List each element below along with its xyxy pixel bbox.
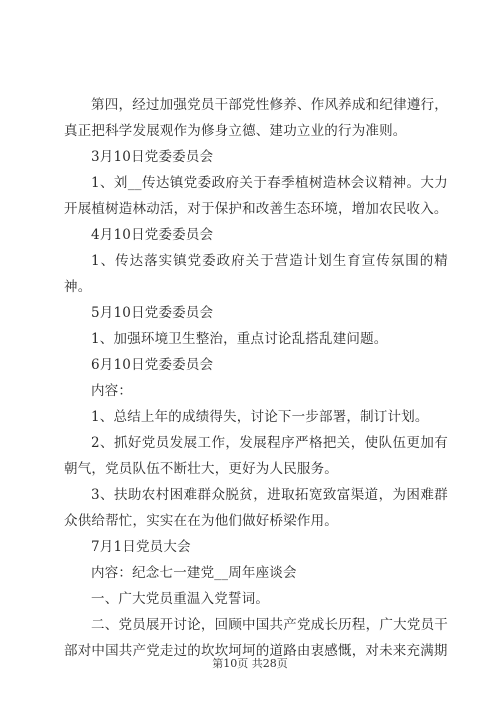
- paragraph: 3、扶助农村困难群众脱贫，进取拓宽致富渠道，为困难群众供给帮忙，实实在在为他们做好桥梁作用。: [64, 487, 448, 529]
- paragraph: 6月10日党委委员会: [91, 357, 214, 373]
- paragraph: 5月10日党委委员会: [91, 305, 214, 321]
- paragraph: 1、传达落实镇党委政府关于营造计划生育宣传氛围的精神。: [64, 253, 448, 295]
- paragraph: 4月10日党委委员会: [91, 227, 214, 243]
- paragraph: 二、党员展开讨论，回顾中国共产党成长历程，广大党员干部对中国共产党走过的坎坎坷坷的道路由衷感慨，对未来充满期: [64, 617, 448, 659]
- paragraph: 3月10日党委委员会: [91, 149, 214, 165]
- paragraph: 内容：纪念七一建党__周年座谈会: [91, 565, 297, 581]
- paragraph: 一、广大党员重温入党誓词。: [91, 591, 270, 607]
- paragraph: 1、刘__传达镇党委政府关于春季植树造林会议精神。大力开展植树造林动活，对于保护和改善生态环境，增加农民收入。: [64, 175, 448, 217]
- paragraph: 第四，经过加强党员干部党性修养、作风养成和纪律遵行，真正把科学发展观作为修身立德、建功立业的行为准则。: [64, 97, 448, 139]
- paragraph: 内容：: [91, 383, 133, 399]
- page-footer: 第10页 共28页: [212, 657, 288, 670]
- paragraph: 2、抓好党员发展工作，发展程序严格把关，使队伍更加有朝气，党员队伍不断壮大，更好为人民服务。: [64, 435, 448, 477]
- paragraph: 7月1日党员大会: [91, 539, 191, 555]
- document-body: [64, 92, 448, 664]
- paragraph: 1、加强环境卫生整治，重点讨论乱搭乱建问题。: [91, 331, 388, 347]
- paragraph: 1、总结上年的成绩得失，讨论下一步部署，制订计划。: [91, 409, 429, 425]
